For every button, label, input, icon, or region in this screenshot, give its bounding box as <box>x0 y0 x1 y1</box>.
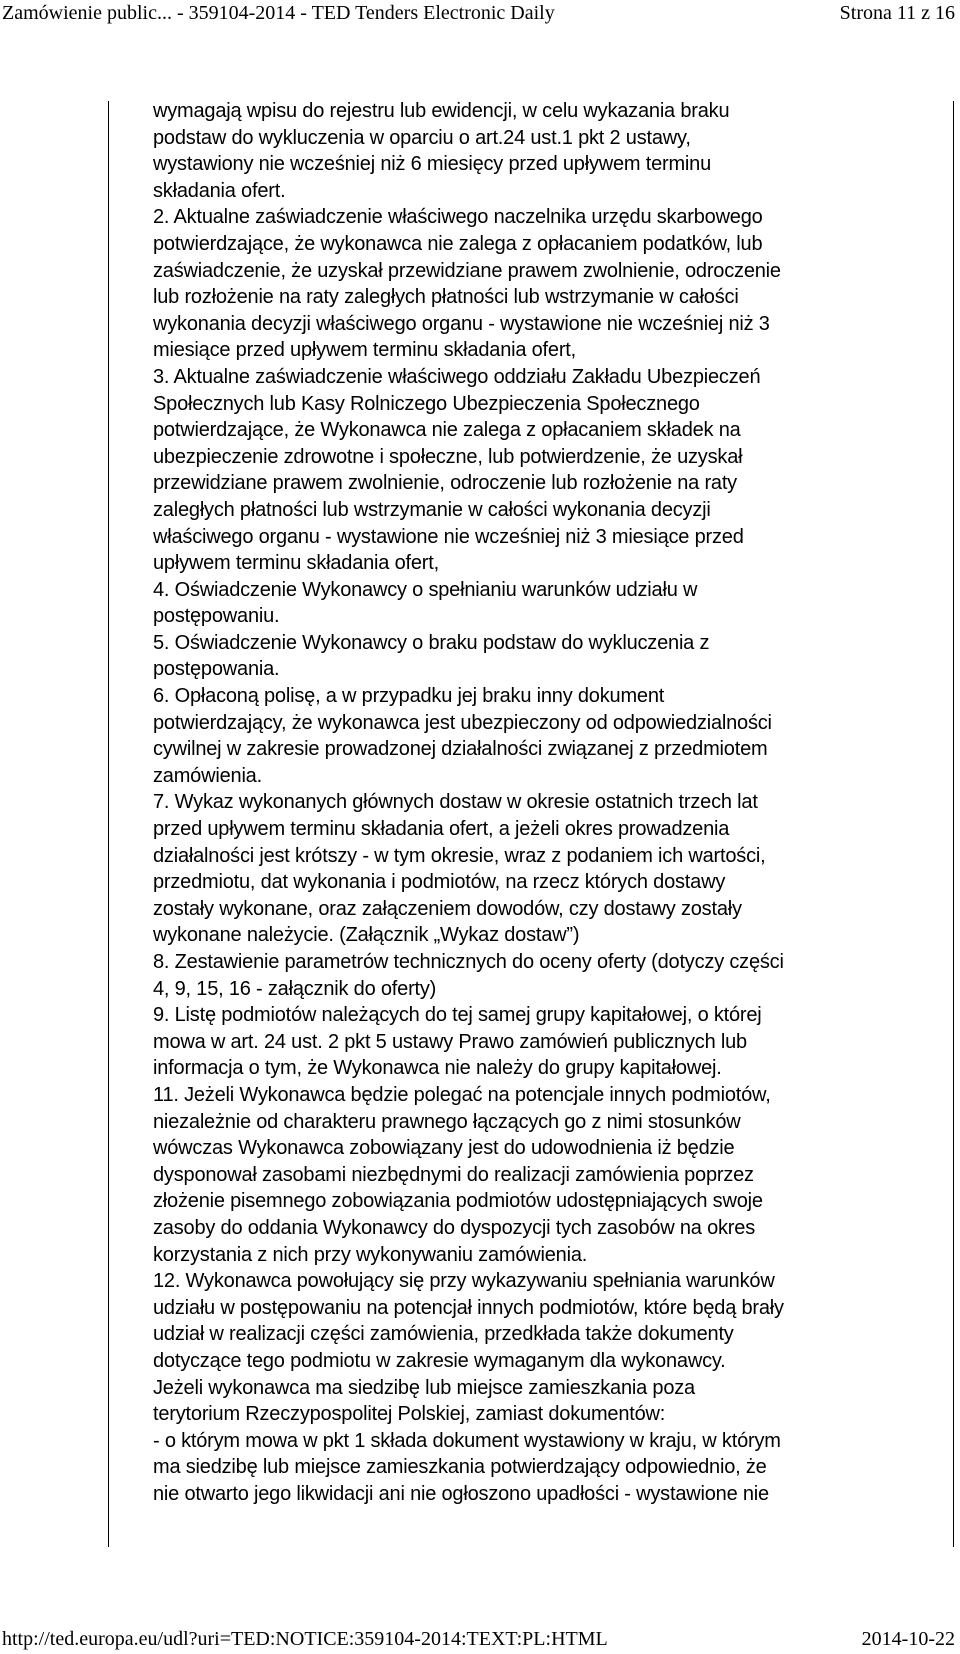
source-url: http://ted.europa.eu/udl?uri=TED:NOTICE:359104-2014:TEXT:PL:HTML <box>2 1628 608 1650</box>
text-line: dysponował zasobami niezbędnymi do realizacji zamówienia poprzez <box>153 1163 754 1186</box>
text-line: wykonania decyzji właściwego organu - wystawione nie wcześniej niż 3 <box>153 312 770 335</box>
text-line: przed upływem terminu składania ofert, a jeżeli okres prowadzenia <box>153 818 730 841</box>
text-line: przewidziane prawem zwolnienie, odroczenie lub rozłożenie na raty <box>153 472 737 495</box>
page-indicator: Strona 11 z 16 <box>839 2 955 24</box>
text-line: zasoby do oddania Wykonawcy do dyspozycji tych zasobów na okres <box>153 1216 755 1239</box>
text-line: działalności jest krótszy - w tym okresie, wraz z podaniem ich wartości, <box>153 844 766 867</box>
text-line: lub rozłożenie na raty zaległych płatności lub wstrzymanie w całości <box>153 286 739 309</box>
page-footer <box>0 1623 960 1654</box>
text-line: ma siedzibę lub miejsce zamieszkania potwierdzający odpowiednio, że <box>153 1456 767 1479</box>
text-line: terytorium Rzeczypospolitej Polskiej, zamiast dokumentów: <box>153 1403 666 1426</box>
text-line: postępowaniu. <box>153 605 280 628</box>
text-line: 5. Oświadczenie Wykonawcy o braku podstaw do wykluczenia z <box>153 631 710 654</box>
frame-right-border <box>953 101 954 1547</box>
text-line: - o którym mowa w pkt 1 składa dokument wystawiony w kraju, w którym <box>153 1429 781 1452</box>
text-line: ubezpieczenie zdrowotne i społeczne, lub potwierdzenie, że uzyskał <box>153 445 743 468</box>
text-line: upływem terminu składania ofert, <box>153 552 439 575</box>
text-line: cywilnej w zakresie prowadzonej działalności związanej z przedmiotem <box>153 738 768 761</box>
text-line: 11. Jeżeli Wykonawca będzie polegać na potencjale innych podmiotów, <box>153 1083 771 1106</box>
text-line: wystawiony nie wcześniej niż 6 miesięcy przed upływem terminu <box>153 153 712 176</box>
text-line: 4, 9, 15, 16 - załącznik do oferty) <box>153 977 437 1000</box>
text-line: wykonane należycie. (Załącznik „Wykaz dostaw”) <box>153 924 580 947</box>
text-line: miesiące przed upływem terminu składania ofert, <box>153 339 577 362</box>
text-line: 4. Oświadczenie Wykonawcy o spełnianiu warunków udziału w <box>153 578 698 601</box>
text-line: 6. Opłaconą polisę, a w przypadku jej braku inny dokument <box>153 685 665 708</box>
text-line: potwierdzający, że wykonawca jest ubezpieczony od odpowiedzialności <box>153 711 772 734</box>
text-line: wymagają wpisu do rejestru lub ewidencji, w celu wykazania braku <box>153 100 730 122</box>
text-line: właściwego organu - wystawione nie wcześniej niż 3 miesiące przed <box>153 525 744 548</box>
text-line: zostały wykonane, oraz załączeniem dowodów, czy dostawy zostały <box>153 897 742 920</box>
text-line: potwierdzające, że wykonawca nie zalega z opłacaniem podatków, lub <box>153 232 763 255</box>
page-header <box>0 0 960 30</box>
text-line: 9. Listę podmiotów należących do tej samej grupy kapitałowej, o której <box>153 1004 762 1027</box>
text-line: informacja o tym, że Wykonawca nie należy do grupy kapitałowej. <box>153 1057 722 1080</box>
text-line: zaświadczenie, że uzyskał przewidziane prawem zwolnienie, odroczenie <box>153 259 781 282</box>
text-line: udziału w postępowaniu na potencjał innych podmiotów, które będą brały <box>153 1296 784 1319</box>
text-line: Jeżeli wykonawca ma siedzibę lub miejsce zamieszkania poza <box>153 1376 695 1399</box>
text-line: 3. Aktualne zaświadczenie właściwego oddziału Zakładu Ubezpieczeń <box>153 365 761 388</box>
text-line: podstaw do wykluczenia w oparciu o art.24 ust.1 pkt 2 ustawy, <box>153 126 691 149</box>
print-date: 2014-10-22 <box>861 1628 955 1650</box>
frame-left-border <box>108 101 109 1547</box>
text-line: udział w realizacji części zamówienia, przedkłada także dokumenty <box>153 1323 734 1346</box>
text-line: 8. Zestawienie parametrów technicznych do oceny oferty (dotyczy części <box>153 951 784 973</box>
text-line: zaległych płatności lub wstrzymanie w całości wykonania decyzji <box>153 498 711 521</box>
text-line: przedmiotu, dat wykonania i podmiotów, na rzecz których dostawy <box>153 871 726 894</box>
text-line: 2. Aktualne zaświadczenie właściwego naczelnika urzędu skarbowego <box>153 206 763 229</box>
text-line: składania ofert. <box>153 179 286 202</box>
text-line: wówczas Wykonawca zobowiązany jest do udowodnienia iż będzie <box>153 1137 735 1160</box>
text-line: niezależnie od charakteru prawnego łączących go z nimi stosunków <box>153 1110 741 1133</box>
text-line: Społecznych lub Kasy Rolniczego Ubezpieczenia Społecznego <box>153 392 700 415</box>
text-line: 7. Wykaz wykonanych głównych dostaw w okresie ostatnich trzech lat <box>153 791 758 814</box>
text-line: złożenie pisemnego zobowiązania podmiotów udostępniających swoje <box>153 1190 763 1213</box>
notice-body-text <box>153 98 953 1507</box>
text-line: nie otwarto jego likwidacji ani nie ogłoszono upadłości - wystawione nie <box>153 1482 769 1505</box>
text-line: 12. Wykonawca powołujący się przy wykazywaniu spełniania warunków <box>153 1270 775 1293</box>
document-title: Zamówienie public... - 359104-2014 - TED Tenders Electronic Daily <box>2 2 555 24</box>
text-line: dotyczące tego podmiotu w zakresie wymaganym dla wykonawcy. <box>153 1349 726 1372</box>
text-line: postępowania. <box>153 658 280 681</box>
text-line: potwierdzające, że Wykonawca nie zalega z opłacaniem składek na <box>153 419 741 442</box>
text-line: mowa w art. 24 ust. 2 pkt 5 ustawy Prawo zamówień publicznych lub <box>153 1030 747 1053</box>
text-line: korzystania z nich przy wykonywaniu zamówienia. <box>153 1243 588 1266</box>
text-line: zamówienia. <box>153 764 262 787</box>
